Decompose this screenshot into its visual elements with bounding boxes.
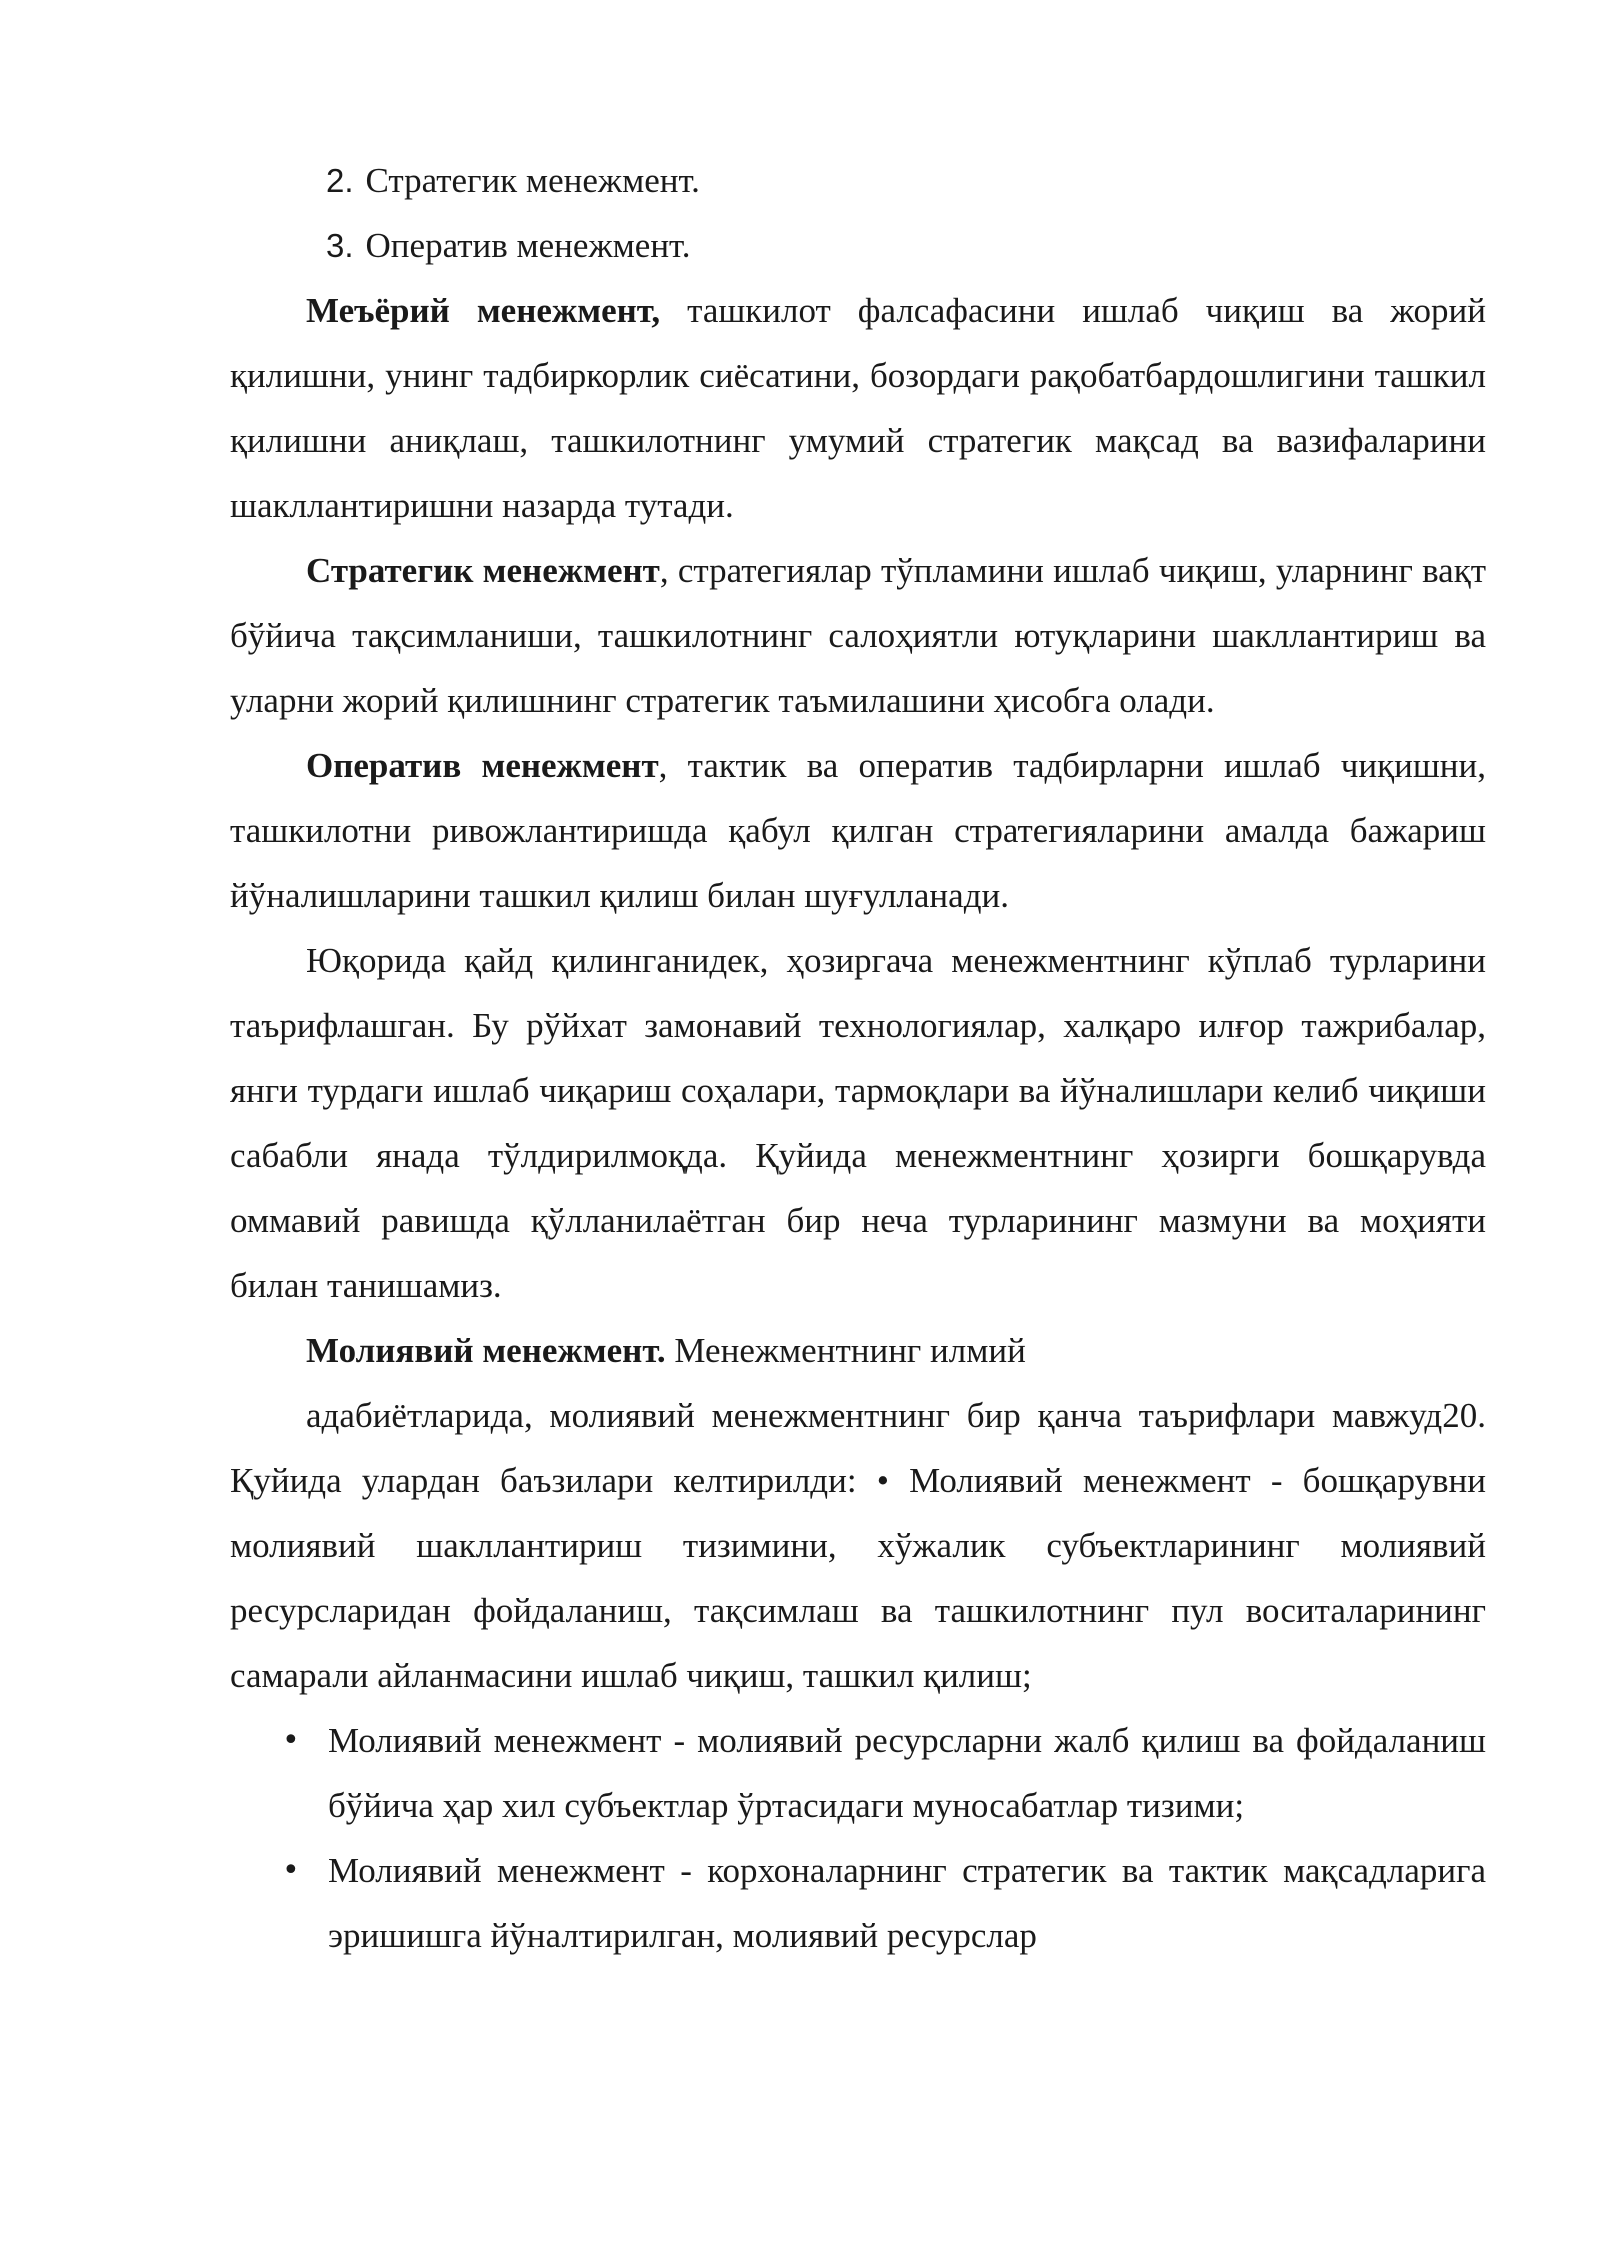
paragraph-strategic-management <box>230 538 1486 733</box>
term-bold: Оператив менежмент <box>306 746 659 785</box>
list-item <box>230 1708 1486 1838</box>
term-bold: Стратегик менежмент <box>306 551 660 590</box>
paragraph-text: адабиётларида, молиявий менежментнинг бир қанча таърифлари мавжуд20. Қуйида улардан баъзилари келтирилди: • Молиявий менежмент - бошқарувни молиявий шакллантириш тизимини, хўжалик субъектларининг молиявий ресурсларидан фойдаланиш, тақсимлаш ва ташкилотнинг пул воситаларининг самарали айланмасини ишлаб чиқиш, ташкил қилиш; <box>230 1396 1486 1695</box>
paragraph-text: Юқорида қайд қилинганидек, ҳозиргача менежментнинг кўплаб турларини таърифлашган. Бу рўйхат замонавий технологиялар, халқаро илғор тажрибалар, янги турдаги ишлаб чиқариш соҳалари, тармоқлари ва йўналишлари келиб чиқиши сабабли янада тўлдирилмоқда. Қуйида менежментнинг ҳозирги бошқарувда оммавий равишда қўлланилаётган бир неча турларининг мазмуни ва моҳияти билан танишамиз. <box>230 941 1486 1305</box>
numbered-item <box>230 148 1486 213</box>
paragraph-management-types <box>230 928 1486 1318</box>
paragraph-text: ташкилот фалсафасини ишлаб чиқиш ва жорий қилишни, унинг тадбиркорлик сиёсатини, бозордаги рақобатбардошлигини ташкил қилишни аниқлаш, ташкилотнинг умумий стратегик мақсад ва вазифаларини шакллантиришни назарда тутади. <box>230 291 1486 525</box>
list-item <box>230 1838 1486 1968</box>
list-item-text: Молиявий менежмент - корхоналарнинг стратегик ва тактик мақсадларига эришишга йўналтирилган, молиявий ресурслар <box>328 1851 1486 1955</box>
term-bold: Меъёрий менежмент, <box>306 291 661 330</box>
item-number: 3. <box>326 227 354 264</box>
paragraph-financial-management-heading <box>230 1318 1486 1383</box>
paragraph-text: , тактик ва оператив тадбирларни ишлаб чиқишни, ташкилотни ривожлантиришда қабул қилган стратегияларини амалда бажариш йўналишларини ташкил қилиш билан шуғулланади. <box>230 746 1486 915</box>
bullet-icon: • <box>282 1723 300 1758</box>
item-number: 2. <box>326 162 354 199</box>
paragraph-financial-definitions <box>230 1383 1486 1708</box>
item-text: Стратегик менежмент. <box>365 161 700 200</box>
item-text: Оператив менежмент. <box>365 226 691 265</box>
numbered-item <box>230 213 1486 278</box>
paragraph-operative-management <box>230 733 1486 928</box>
paragraph-normative-management <box>230 278 1486 538</box>
list-item-text: Молиявий менежмент - молиявий ресурсларни жалб қилиш ва фойдаланиш бўйича ҳар хил субъектлар ўртасидаги муносабатлар тизими; <box>328 1721 1486 1825</box>
term-bold: Молиявий менежмент. <box>306 1331 666 1370</box>
paragraph-text: , стратегиялар тўпламини ишлаб чиқиш, уларнинг вақт бўйича тақсимланиши, ташкилотнинг салоҳиятли ютуқларини шакллантириш ва уларни жорий қилишнинг стратегик таъмилашини ҳисобга олади. <box>230 551 1486 720</box>
document-page <box>230 148 1486 1968</box>
bullet-list <box>230 1708 1486 1968</box>
bullet-icon: • <box>282 1853 300 1888</box>
paragraph-text: Менежментнинг илмий <box>665 1331 1026 1370</box>
